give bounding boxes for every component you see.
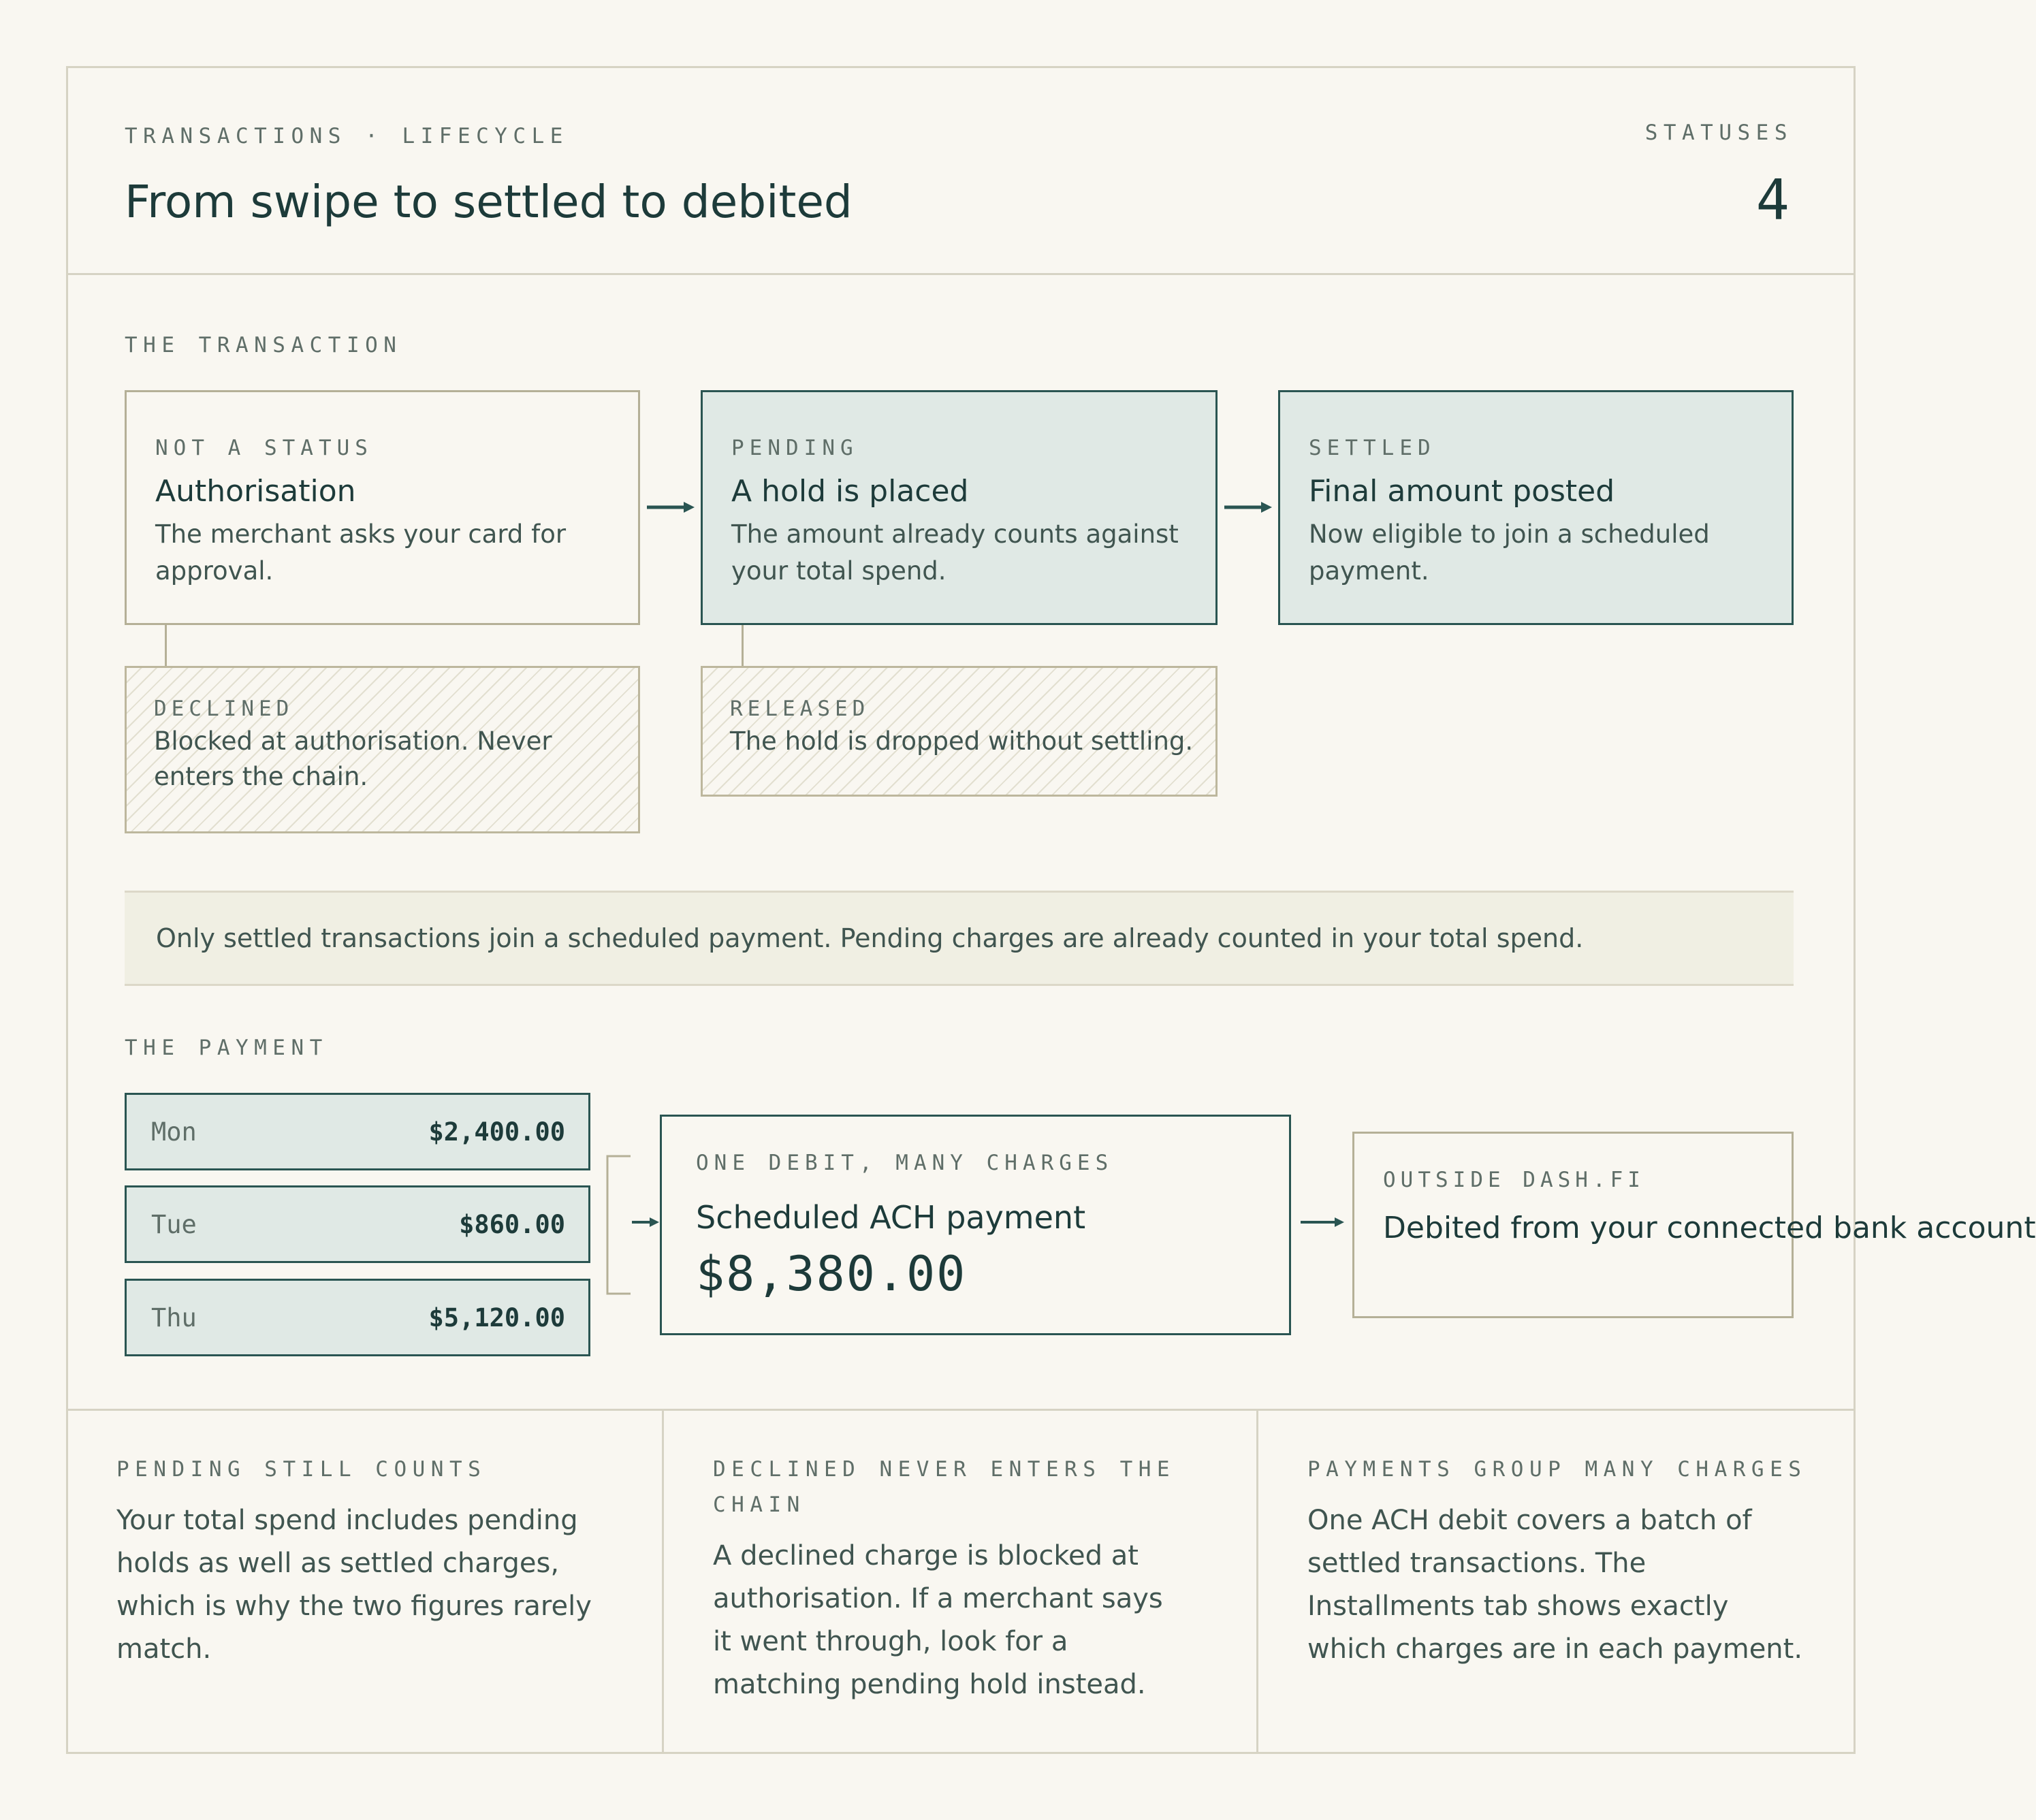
- branch-description: The hold is dropped without settling.: [730, 727, 1194, 756]
- step-settled: [1278, 390, 1794, 625]
- note-payments-group: [1307, 1452, 1811, 1671]
- arrow-right-icon: [1223, 497, 1273, 517]
- arrow-right-icon: [1299, 1212, 1347, 1232]
- group-bracket-icon: [605, 1154, 663, 1297]
- notes-column-divider: [1256, 1410, 1258, 1752]
- step-label: PENDING: [731, 436, 859, 460]
- note-label: PAYMENTS GROUP MANY CHARGES: [1307, 1457, 1807, 1482]
- callout-text: Only settled transactions join a scheduled payment. Pending charges are already counted in your total spend.: [156, 923, 1584, 953]
- scheduled-ach-payment: [660, 1115, 1291, 1335]
- charge-row-thu: [125, 1279, 590, 1356]
- note-label: DECLINED NEVER ENTERS THE CHAIN: [713, 1457, 1176, 1517]
- note-declined-never-enters: [713, 1452, 1190, 1706]
- settlement-callout: [125, 891, 1794, 986]
- note-body: One ACH debit covers a batch of settled transactions. The Installments tab shows exactly which charges are in each payment.: [1307, 1505, 1803, 1665]
- debit-total: $8,380.00: [696, 1246, 967, 1302]
- charge-amount: $5,120.00: [428, 1303, 565, 1332]
- branch-released: [701, 666, 1218, 797]
- header-eyebrow: TRANSACTIONS · LIFECYCLE: [125, 124, 569, 148]
- step-description: The amount already counts against your total spend.: [731, 520, 1179, 586]
- header-divider: [68, 273, 1854, 275]
- branch-label: RELEASED: [730, 697, 870, 721]
- charge-amount: $860.00: [459, 1210, 565, 1239]
- payment-section-label: THE PAYMENT: [125, 1036, 328, 1060]
- step-description: Now eligible to join a scheduled payment.: [1309, 520, 1710, 586]
- statuses-count: 4: [1755, 168, 1790, 233]
- charge-day: Mon: [151, 1117, 197, 1147]
- arrow-right-icon: [646, 497, 696, 517]
- debit-title: Scheduled ACH payment: [696, 1199, 1086, 1236]
- step-pending: [701, 390, 1218, 625]
- step-title: Final amount posted: [1309, 474, 1615, 509]
- note-body: A declined charge is blocked at authorisation. If a merchant says it went through, look for a matching pending hold instead.: [713, 1540, 1163, 1700]
- note-label: PENDING STILL COUNTS: [116, 1457, 487, 1482]
- branch-declined: [125, 666, 640, 833]
- charge-row-mon: [125, 1093, 590, 1170]
- notes-column-divider: [662, 1410, 664, 1752]
- step-authorisation: [125, 390, 640, 625]
- charge-day: Tue: [151, 1210, 197, 1239]
- step-label: SETTLED: [1309, 436, 1436, 460]
- branch-description: Blocked at authorisation. Never enters the chain.: [154, 727, 552, 791]
- branch-label: DECLINED: [154, 697, 294, 721]
- note-pending-still-counts: [116, 1452, 593, 1671]
- debit-label: ONE DEBIT, MANY CHARGES: [696, 1151, 1114, 1175]
- step-title: Authorisation: [155, 474, 356, 509]
- step-title: A hold is placed: [731, 474, 969, 509]
- step-description: The merchant asks your card for approval.: [155, 520, 567, 586]
- charge-row-tue: [125, 1185, 590, 1263]
- branch-connector: [742, 625, 744, 667]
- charge-amount: $2,400.00: [428, 1117, 565, 1147]
- step-label: NOT A STATUS: [155, 436, 373, 460]
- page-title: From swipe to settled to debited: [125, 176, 853, 228]
- transaction-section-label: THE TRANSACTION: [125, 333, 402, 357]
- outside-title: Debited from your connected bank account: [1383, 1211, 2036, 1245]
- statuses-label: STATUSES: [1644, 121, 1793, 145]
- charge-day: Thu: [151, 1303, 197, 1332]
- outside-label: OUTSIDE DASH.FI: [1383, 1168, 1645, 1192]
- notes-divider: [68, 1409, 1854, 1411]
- bank-debit-box: [1352, 1132, 2036, 1318]
- note-body: Your total spend includes pending holds as well as settled charges, which is why the two figures rarely match.: [116, 1505, 592, 1665]
- branch-connector: [165, 625, 167, 667]
